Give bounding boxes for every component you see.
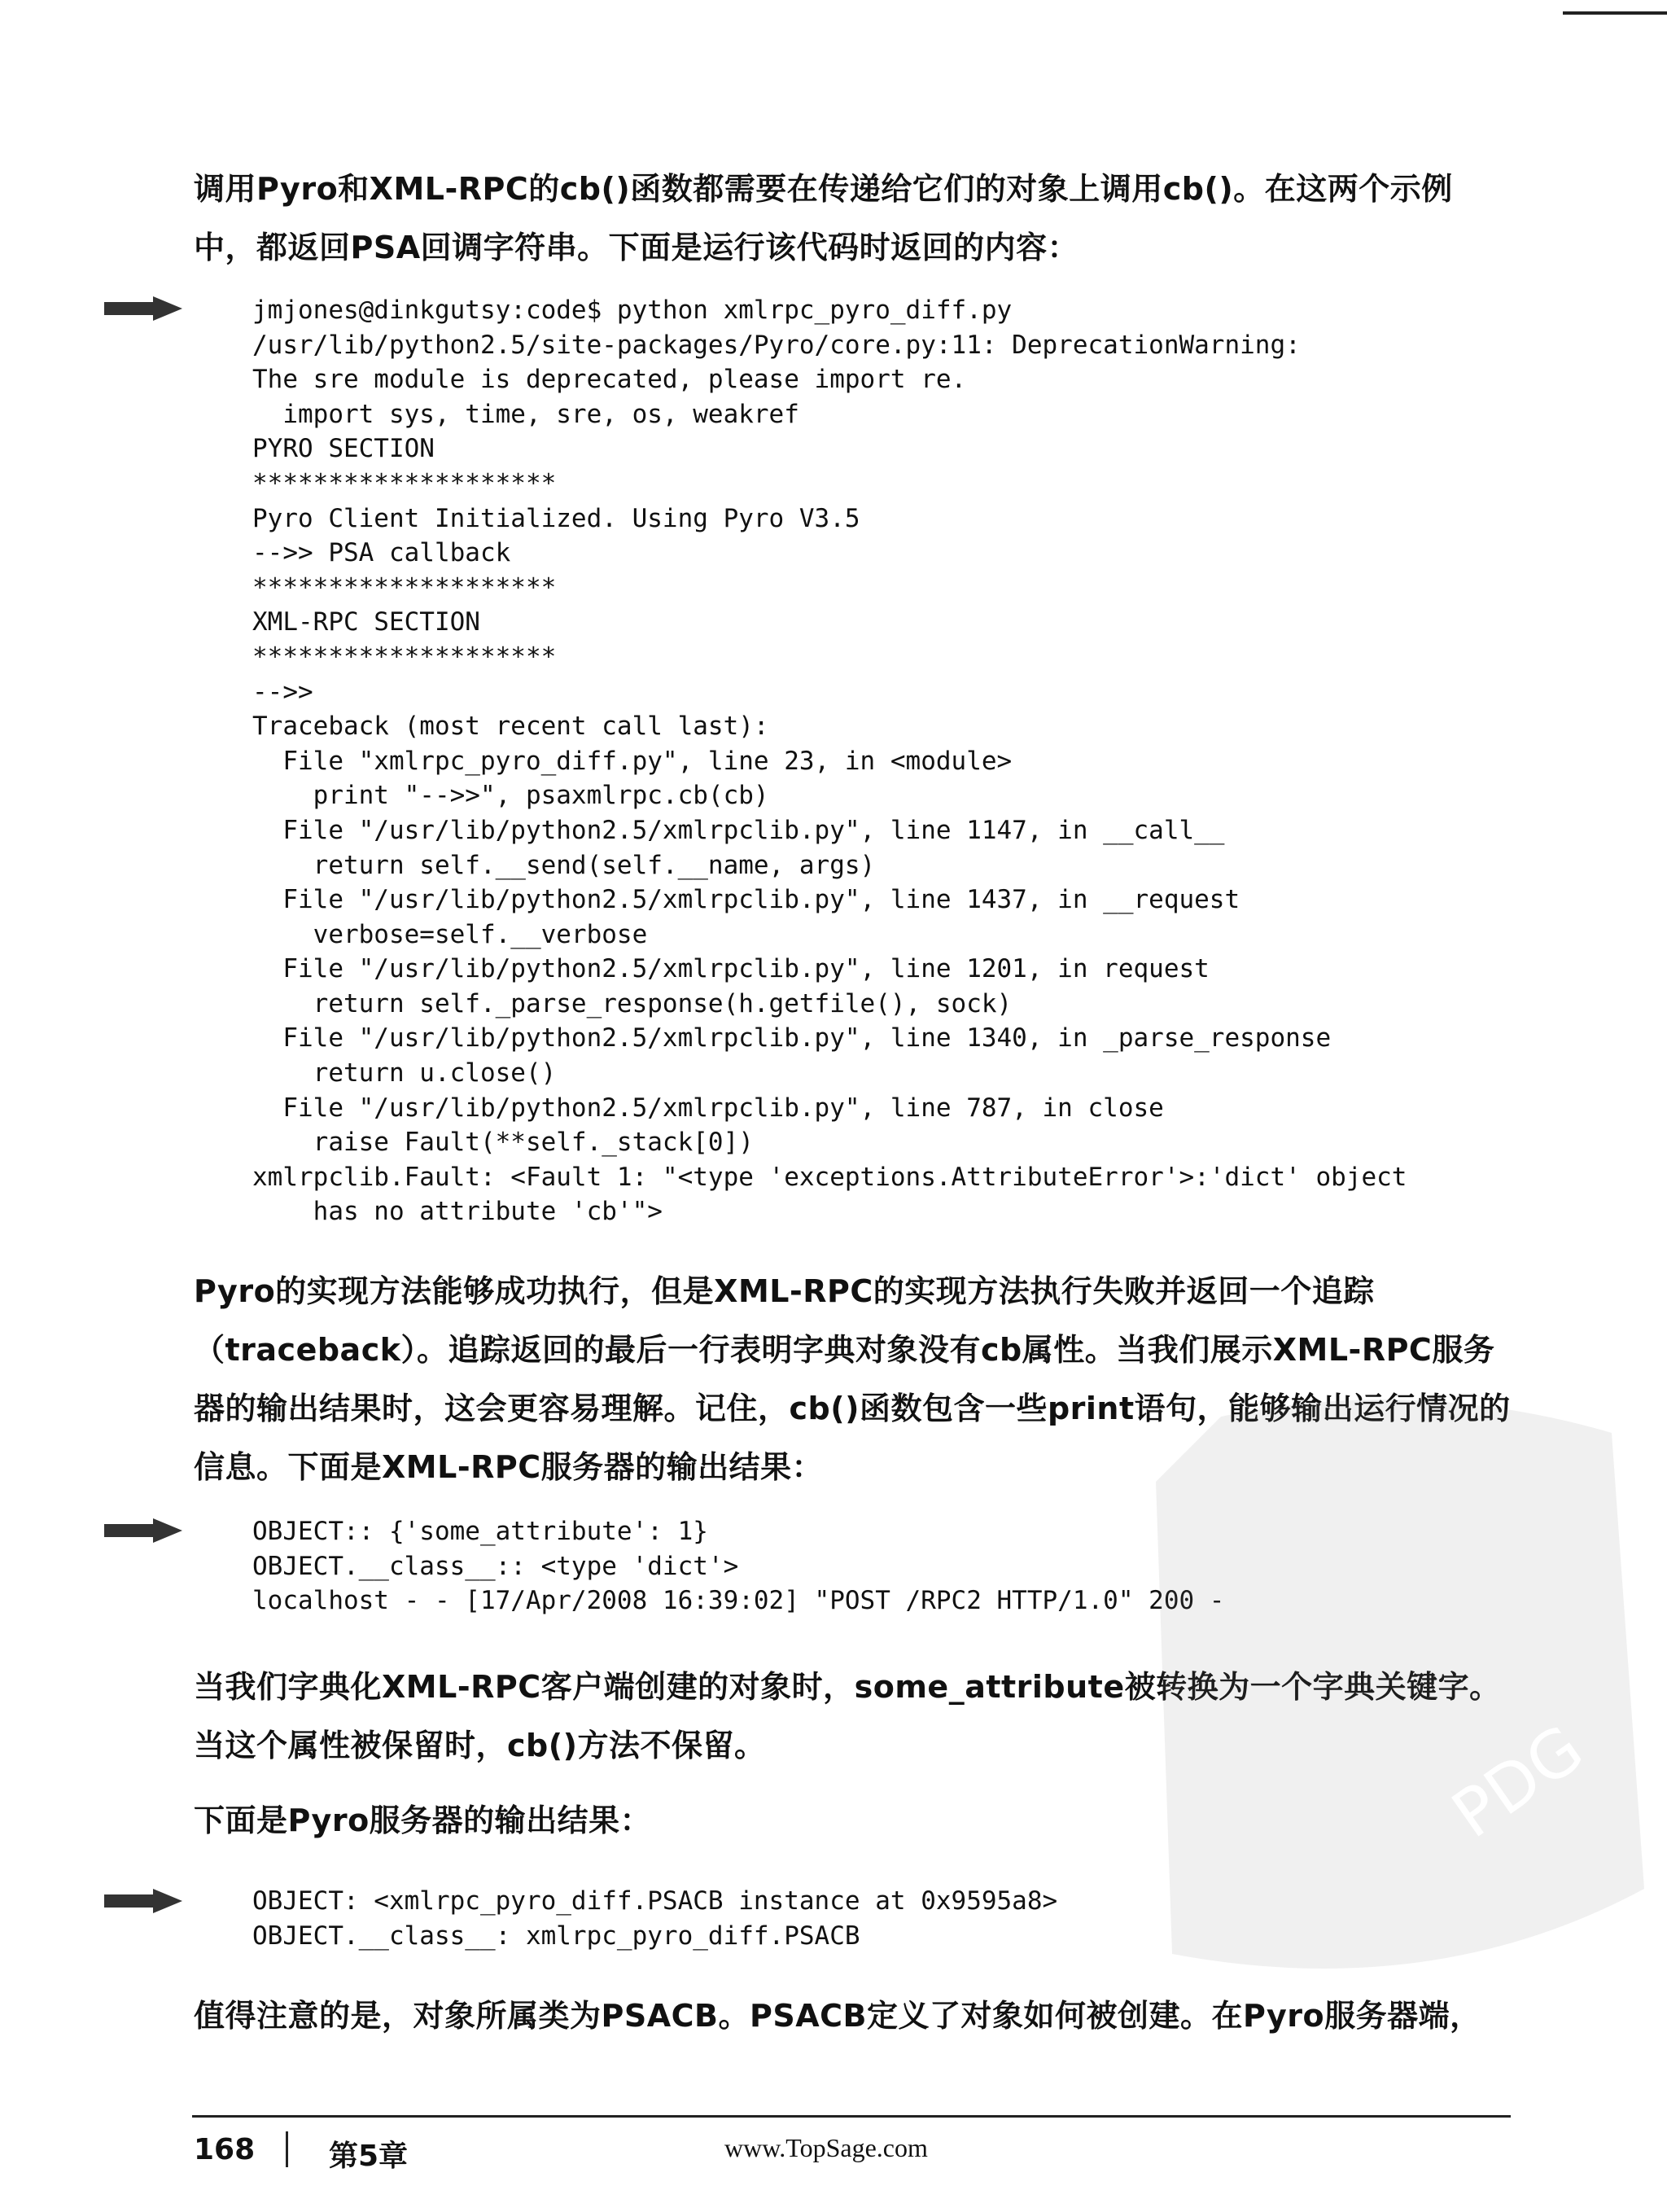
closing-paragraph: 值得注意的是，对象所属类为PSACB。PSACB定义了对象如何被创建。在Pyro服务器端， (194, 1998, 1481, 2034)
pyro-server-output-code-block: OBJECT: <xmlrpc_pyro_diff.PSACB instance at 0x9595a8> OBJECT.__class__: xmlrpc_pyro_diff.PSACB (252, 1886, 1058, 1951)
footer-separator (286, 2131, 288, 2167)
footer-url: www.TopSage.com (724, 2133, 928, 2162)
dict-note-paragraph: 当我们字典化XML-RPC客户端创建的对象时，some_attribute被转换为一个字典关键字。当这个属性被保留时，cb()方法不保留。 (194, 1669, 1501, 1763)
footer-rule (192, 2115, 1511, 2118)
client-output-code-block: jmjones@dinkgutsy:code$ python xmlrpc_pyro_diff.py /usr/lib/python2.5/site-packages/Pyro/core.py:11: DeprecationWarning: The sre module is deprecated, please import re. import sys, time, sre, os, weakref PYRO SECTION ******************** Pyro Client Initialized. Using Pyro V3.5 -->> PSA callback ******************** XML-RPC SECTION ******************** -->> Traceback (most recent call last): File "xmlrpc_pyro_diff.py", line 23, in <module> print "-->>", psaxmlrpc.cb(cb) File "/usr/lib/python2.5/xmlrpclib.py", line 1147, in __call__ return self.__send(self.__name, args) File "/usr/lib/python2.5/xmlrpclib.py", line 1437, in __request verbose=self.__verbose File "/usr/lib/python2.5/xmlrpclib.py", line 1201, in request return self._parse_response(h.getfile(), sock) File "/usr/lib/python2.5/xmlrpclib.py", line 1340, in _parse_response return u.close() File "/usr/lib/python2.5/xmlrpclib.py", line 787, in close raise Fault(**self._stack[0]) xmlrpclib.Fault: <Fault 1: "<type 'exceptions.AttributeError'>:'dict' object has no attribute 'cb'"> (252, 296, 1407, 1227)
code-arrow-icon (103, 1887, 184, 1915)
code-arrow-icon (103, 295, 184, 322)
xmlrpc-server-output-code-block: OBJECT:: {'some_attribute': 1} OBJECT.__class__:: <type 'dict'> localhost - - [17/Apr/2008 16:39:02] "POST /RPC2 HTTP/1.0" (252, 1517, 1134, 1616)
pdg-seal-watermark (1123, 1384, 1667, 2035)
analysis-paragraph: Pyro的实现方法能够成功执行，但是XML-RPC的实现方法执行失败并返回一个追踪（traceback）。追踪返回的最后一行表明字典对象没有cb属性。当我们展示XML-RPC服务器的输出结果时，这会更容易理解。记住，cb()函数包含一些print语句，能够输出运行情况的信息。下面是XML-RPC服务器的输出结果： (194, 1273, 1511, 1485)
page-number: 168 (194, 2133, 256, 2166)
pyro-server-intro-paragraph: 下面是Pyro服务器的输出结果： (194, 1802, 652, 1838)
intro-paragraph: 调用Pyro和XML-RPC的cb()函数都需要在传递给它们的对象上调用cb()。在这两个示例中，都返回PSA回调字符串。下面是运行该代码时返回的内容： (194, 171, 1453, 265)
chapter-label: 第5章 (329, 2140, 409, 2173)
code-arrow-icon (103, 1517, 184, 1544)
svg-text:PDG: PDG (1438, 1710, 1597, 1853)
top-edge-rule (1563, 11, 1667, 15)
